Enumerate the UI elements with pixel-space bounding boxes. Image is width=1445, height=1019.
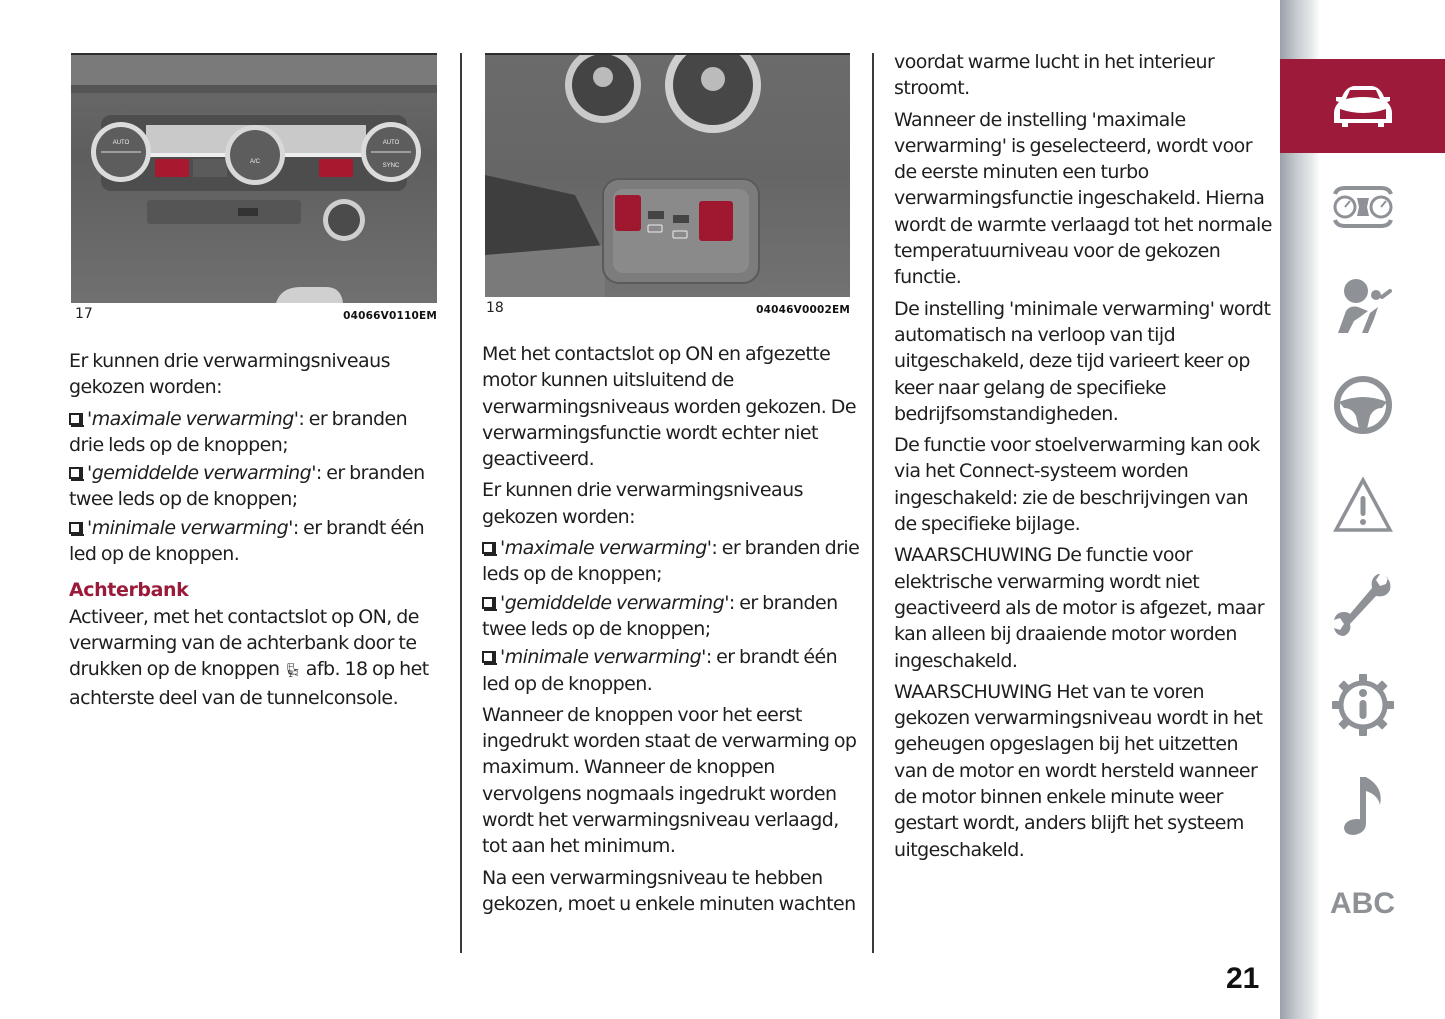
sidebar-item-safety[interactable] <box>1280 260 1445 354</box>
sidebar-item-multimedia[interactable] <box>1280 758 1445 852</box>
warning-icon <box>1332 476 1394 534</box>
steering-wheel-icon <box>1332 374 1394 436</box>
figure-number: 18 <box>486 300 504 316</box>
checkbox-bullet-icon <box>482 597 494 609</box>
column-divider <box>872 53 874 953</box>
music-note-icon <box>1338 773 1388 837</box>
list-item: 'gemiddelde verwarming': er branden twee leds op de knoppen; <box>69 462 425 511</box>
figure-18 <box>485 53 850 323</box>
column-1-text <box>69 348 444 716</box>
airbag-icon <box>1332 277 1394 337</box>
abc-index-label: ABC <box>1330 887 1395 920</box>
sidebar-item-emergency[interactable] <box>1280 458 1445 552</box>
svg-text:AUTO: AUTO <box>382 140 400 146</box>
rear-heated-seat-right-button <box>699 201 733 241</box>
sidebar-item-technical-data[interactable] <box>1280 658 1445 752</box>
svg-text:AUTO: AUTO <box>112 140 130 146</box>
intro-paragraph: Er kunnen drie verwarmingsniveaus gekozen worden: <box>482 479 803 528</box>
paragraph: Met het contactslot op ON en afgezette motor kunnen uitsluitend de verwarmingsniveaus worden gekozen. De verwarmingsfunctie wordt echter niet geactiveerd. <box>482 343 856 471</box>
heated-seat-right-button <box>319 159 353 177</box>
wrench-icon <box>1332 572 1394 638</box>
paragraph: Wanneer de knoppen voor het eerst ingedrukt worden staat de verwarming op maximum. Wanneer de knoppen vervolgens nogmaals ingedrukt worden wordt het verwarmingsniveau verlaagd, tot aan het minimum. <box>482 703 857 858</box>
paragraph: voordat warme lucht in het interieur stroomt. <box>894 51 1215 100</box>
sidebar-item-maintenance[interactable] <box>1280 558 1445 652</box>
figure-17 <box>71 53 437 325</box>
svg-text:A/C: A/C <box>249 159 261 165</box>
sidebar-item-starting-driving[interactable] <box>1280 358 1445 452</box>
chapter-sidebar <box>1280 0 1445 1019</box>
gear-info-icon <box>1331 673 1395 737</box>
rear-console-illustration <box>485 55 850 297</box>
paragraph: Na een verwarmingsniveau te hebben gekozen, moet u enkele minuten wachten <box>482 866 856 915</box>
paragraph: De functie voor stoelverwarming kan ook via het Connect-systeem worden ingeschakeld: zie de beschrijvingen van de specifieke bijlage. <box>894 434 1260 536</box>
page-number: 21 <box>1226 962 1260 995</box>
sidebar-item-vehicle[interactable] <box>1280 59 1445 153</box>
figure-number: 17 <box>75 306 93 322</box>
column-divider <box>460 53 462 953</box>
heated-seat-icon: 💺︎ <box>284 663 302 680</box>
paragraph: De instelling 'minimale verwarming' wordt automatisch na verloop van tijd uitgeschakeld, deze tijd varieert keer op keer naar gelang de specifieke bedrijfsomstandigheden. <box>894 297 1271 425</box>
climate-panel-illustration <box>71 55 437 303</box>
checkbox-bullet-icon <box>482 651 494 663</box>
section-heading: Achterbank <box>69 579 189 602</box>
dashboard-icon <box>1331 186 1395 228</box>
paragraph: Wanneer de instelling 'maximale verwarming' is geselecteerd, wordt voor de eerste minuten een turbo verwarmingsfunctie ingeschakeld. Hierna wordt de warmte verlaagd tot het normale temperatuurniveau voor de gekozen functie. <box>894 108 1272 289</box>
figure-code: 04066V0110EM <box>343 310 437 322</box>
checkbox-bullet-icon <box>482 542 494 554</box>
warning-paragraph: WAARSCHUWING Het van te voren gekozen verwarmingsniveau wordt in het geheugen opgeslagen bij het uitzetten van de motor en wordt hersteld wanneer de motor binnen enkele minute weer gestart wordt, anders blijft het systeem uitgeschakeld. <box>894 680 1263 861</box>
list-item: 'maximale verwarming': er branden drie leds op de knoppen; <box>69 407 408 456</box>
svg-text:SYNC: SYNC <box>382 163 400 169</box>
checkbox-bullet-icon <box>69 413 81 425</box>
intro-paragraph: Er kunnen drie verwarmingsniveaus gekozen worden: <box>69 350 390 399</box>
sidebar-item-dashboard[interactable] <box>1280 160 1445 254</box>
heated-seat-left-button <box>155 159 189 177</box>
car-icon <box>1332 83 1394 129</box>
warning-paragraph: WAARSCHUWING De functie voor elektrische verwarming wordt niet geactiveerd als de motor is afgezet, maar kan alleen bij draaiende motor worden ingeschakeld. <box>894 544 1265 672</box>
figure-code: 04046V0002EM <box>756 304 850 316</box>
rear-seat-paragraph: Activeer, met het contactslot op ON, de verwarming van de achterbank door te drukken op de knoppen 💺︎ afb. 18 op het achterste deel van de tunnelconsole. <box>69 605 429 709</box>
rear-console-photo <box>485 53 850 297</box>
list-item: 'gemiddelde verwarming': er branden twee leds op de knoppen; <box>482 591 838 640</box>
list-item: 'minimale verwarming': er brandt één led op de knoppen. <box>482 646 838 695</box>
checkbox-bullet-icon <box>69 522 81 534</box>
list-item: 'maximale verwarming': er branden drie leds op de knoppen; <box>482 537 860 586</box>
sidebar-item-index[interactable] <box>1280 857 1445 951</box>
list-item: 'minimale verwarming': er brandt één led op de knoppen. <box>69 516 425 566</box>
column-2-text <box>482 341 860 922</box>
rear-heated-seat-left-button <box>615 195 641 231</box>
climate-panel-photo <box>71 53 437 303</box>
checkbox-bullet-icon <box>69 467 81 479</box>
column-3-text <box>894 49 1272 868</box>
